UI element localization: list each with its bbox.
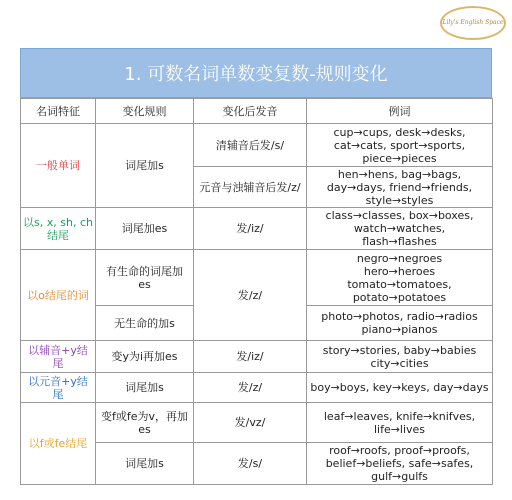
feature-cell: 以辅音+y结尾 [21,341,96,373]
rule-cell: 词尾加s [96,124,194,208]
example-line: boy→boys, key→keys, day→days [310,381,489,394]
header-rule: 变化规则 [96,99,194,124]
table-row [21,373,493,403]
header-feature: 名词特征 [21,99,96,124]
header-examples: 例词 [307,99,493,124]
header-pronunciation: 变化后发音 [194,99,307,124]
example-line: story→stories, baby→babies [322,343,477,357]
example-line: belief→beliefs, safe→safes, [325,457,474,470]
rule-cell [96,403,194,443]
example-line: style→styles [365,193,434,207]
rule-line: 变f或fe为v，再加 [100,409,189,423]
feature-line: 以s, x, sh, ch [23,215,93,229]
pronunciation-cell: 发/iz/ [194,208,307,250]
feature-cell [21,208,96,250]
page-title [20,48,492,98]
rule-line: es [138,422,151,436]
examples-cell [307,443,493,485]
rule-cell: 无生命的加s [96,306,194,341]
rule-cell: 词尾加es [96,208,194,250]
example-line: class→classes, box→boxes, [325,209,474,222]
table-row [21,124,493,167]
examples-cell [307,341,493,373]
pronunciation-cell: 发/vz/ [194,403,307,443]
examples-cell [307,208,493,250]
pronunciation-cell: 发/iz/ [194,341,307,373]
example-line: photo→photos, radio→radios [321,310,478,323]
pronunciation-cell: 发/z/ [194,250,307,341]
table-row [21,403,493,443]
feature-cell: 以元音+y结尾 [21,373,96,403]
logo [440,6,506,40]
examples-cell [307,124,493,167]
table-row [21,208,493,250]
rule-cell: 变y为i再加es [96,341,194,373]
example-line: day→days, friend→friends, [326,180,473,194]
example-line: flash→flashes [362,235,437,248]
examples-cell [307,250,493,306]
logo-text: Lily's English Space [442,18,504,26]
example-line: gulf→gulfs [371,470,428,483]
example-line: hen→hens, bag→bags, [337,167,462,181]
feature-cell: 以o结尾的词 [21,250,96,341]
example-line: life→lives [373,422,426,436]
rule-line: es [138,277,151,291]
table-row [21,341,493,373]
examples-cell [307,403,493,443]
example-line: watch→watches, [353,222,446,235]
example-line: piano→pianos [361,323,438,336]
page-title-text: 1. 可数名词单数变复数-规则变化 [124,64,388,85]
example-line: city→cities [370,356,429,370]
rule-cell [96,250,194,306]
feature-line: 结尾 [47,228,69,242]
example-line: potato→potatoes [352,290,447,304]
example-line: cup→cups, desk→desks, [333,125,466,139]
pronunciation-cell: 发/s/ [194,443,307,485]
pronunciation-cell: 发/z/ [194,373,307,403]
rule-cell: 词尾加s [96,373,194,403]
example-line: leaf→leaves, knife→knifves, [323,409,476,423]
examples-cell [307,306,493,341]
example-line: cat→cats, sport→sports, [333,138,466,152]
examples-cell [307,373,493,403]
example-line: roof→roofs, proof→proofs, [329,444,470,457]
example-line: hero→heroes [363,264,436,278]
table-row [21,250,493,306]
example-line: negro→negroes [356,251,443,265]
feature-cell: 一般单词 [21,124,96,208]
rule-cell: 词尾加s [96,443,194,485]
feature-cell: 以f或fe结尾 [21,403,96,485]
rules-table [20,98,493,485]
example-line: tomato→tomatoes, [347,277,452,291]
example-line: piece→pieces [362,151,437,165]
pronunciation-cell: 元音与浊辅音后发/z/ [194,167,307,208]
header-row [21,99,493,124]
examples-cell [307,167,493,208]
pronunciation-cell: 清辅音后发/s/ [194,124,307,167]
rule-line: 有生命的词尾加 [106,264,183,278]
